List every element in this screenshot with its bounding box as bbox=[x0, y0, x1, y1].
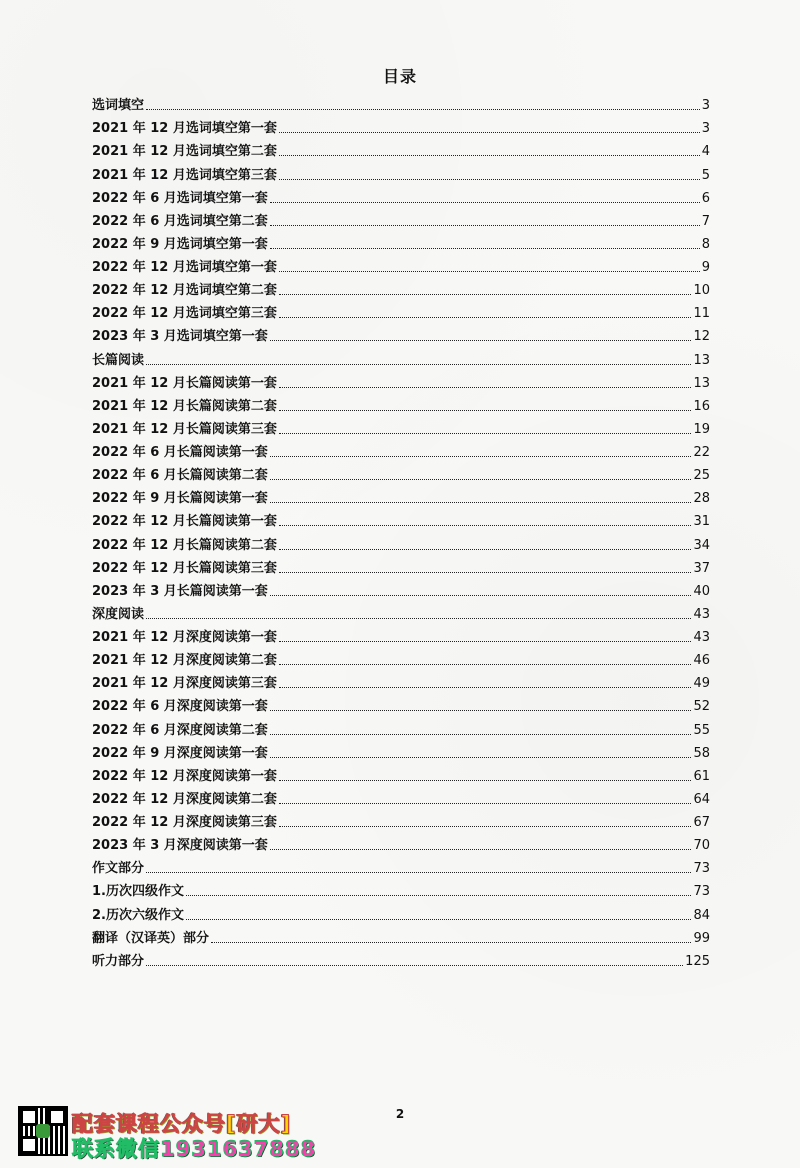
toc-entry-page: 64 bbox=[693, 791, 710, 807]
dot-leader bbox=[279, 316, 692, 318]
table-of-contents bbox=[92, 90, 710, 969]
toc-entry[interactable] bbox=[92, 899, 710, 922]
promo-line-2: 联系微信1931637888 bbox=[72, 1137, 317, 1161]
toc-entry-page: 43 bbox=[693, 630, 710, 645]
toc-entry-label: 2022 年 12 月深度阅读第三套 bbox=[92, 815, 277, 830]
dot-leader bbox=[146, 108, 700, 110]
toc-entry[interactable] bbox=[92, 668, 710, 691]
toc-entry[interactable] bbox=[92, 414, 710, 437]
dot-leader bbox=[270, 733, 692, 735]
toc-entry-label: 2022 年 12 月选词填空第二套 bbox=[92, 283, 277, 299]
toc-entry-label: 2022 年 12 月深度阅读第二套 bbox=[92, 791, 277, 807]
toc-entry-page: 99 bbox=[693, 930, 710, 946]
dot-leader bbox=[270, 201, 700, 203]
toc-entry-label: 2022 年 6 月选词填空第二套 bbox=[92, 213, 268, 229]
toc-entry-label: 2022 年 12 月选词填空第三套 bbox=[92, 306, 277, 322]
toc-entry[interactable] bbox=[92, 460, 710, 483]
dot-leader bbox=[270, 455, 692, 457]
toc-entry-label: 2022 年 12 月长篇阅读第一套 bbox=[92, 514, 277, 530]
toc-entry[interactable] bbox=[92, 252, 710, 275]
dot-leader bbox=[186, 918, 691, 920]
toc-entry[interactable] bbox=[92, 437, 710, 460]
toc-entry-label: 2021 年 12 月长篇阅读第一套 bbox=[92, 375, 277, 391]
toc-entry-label: 2021 年 12 月选词填空第一套 bbox=[92, 121, 277, 137]
toc-entry-label: 2022 年 9 月选词填空第一套 bbox=[92, 236, 268, 252]
toc-entry-page: 46 bbox=[693, 653, 710, 669]
toc-entry-page: 49 bbox=[693, 676, 710, 692]
toc-entry[interactable] bbox=[92, 622, 710, 645]
toc-entry[interactable] bbox=[92, 599, 710, 622]
toc-entry[interactable] bbox=[92, 946, 710, 969]
toc-entry-page: 4 bbox=[701, 144, 710, 160]
toc-entry[interactable] bbox=[92, 391, 710, 414]
toc-entry-page: 55 bbox=[693, 722, 710, 738]
toc-entry[interactable] bbox=[92, 529, 710, 552]
promo-line-1: 配套课程公众号[研大] bbox=[72, 1112, 292, 1136]
toc-entry-label: 听力部分 bbox=[92, 953, 145, 969]
toc-entry[interactable] bbox=[92, 483, 710, 506]
dot-leader bbox=[279, 524, 692, 526]
toc-entry-label: 选词填空 bbox=[92, 98, 145, 114]
toc-entry-page: 70 bbox=[693, 838, 710, 854]
toc-entry-label: 2022 年 6 月长篇阅读第二套 bbox=[92, 468, 268, 484]
toc-entry[interactable] bbox=[92, 553, 710, 576]
dot-leader bbox=[279, 178, 700, 180]
dot-leader bbox=[279, 663, 692, 665]
toc-entry-page: 9 bbox=[701, 260, 710, 275]
dot-leader bbox=[270, 501, 692, 503]
dot-leader bbox=[211, 941, 691, 943]
dot-leader bbox=[270, 224, 700, 226]
dot-leader bbox=[146, 871, 691, 873]
toc-entry-page: 3 bbox=[701, 121, 710, 137]
dot-leader bbox=[270, 594, 692, 596]
toc-entry[interactable] bbox=[92, 183, 710, 206]
toc-entry-page: 11 bbox=[693, 306, 710, 322]
toc-entry-page: 8 bbox=[701, 236, 710, 252]
toc-entry-label: 翻译（汉译英）部分 bbox=[92, 930, 210, 946]
toc-entry-label: 2021 年 12 月深度阅读第一套 bbox=[92, 630, 277, 645]
toc-entry[interactable] bbox=[92, 159, 710, 182]
toc-entry-label: 2.历次六级作文 bbox=[92, 907, 184, 923]
qr-code-icon bbox=[20, 1108, 66, 1154]
page-number: 2 bbox=[395, 1107, 405, 1121]
dot-leader bbox=[279, 386, 692, 388]
dot-leader bbox=[270, 848, 692, 850]
toc-entry-label: 2022 年 12 月长篇阅读第三套 bbox=[92, 560, 277, 576]
dot-leader bbox=[279, 409, 692, 411]
toc-entry-label: 2023 年 3 月深度阅读第一套 bbox=[92, 838, 268, 854]
toc-entry[interactable] bbox=[92, 645, 710, 668]
dot-leader bbox=[279, 825, 692, 827]
toc-entry[interactable] bbox=[92, 853, 710, 876]
toc-entry[interactable] bbox=[92, 113, 710, 136]
dot-leader bbox=[146, 964, 683, 966]
toc-entry[interactable] bbox=[92, 229, 710, 252]
toc-entry[interactable] bbox=[92, 298, 710, 321]
dot-leader bbox=[279, 270, 700, 272]
toc-entry[interactable] bbox=[92, 506, 710, 529]
toc-entry[interactable] bbox=[92, 136, 710, 159]
toc-entry-label: 2021 年 12 月选词填空第三套 bbox=[92, 167, 277, 183]
dot-leader bbox=[279, 640, 692, 642]
toc-entry-page: 6 bbox=[701, 190, 710, 206]
toc-entry-label: 作文部分 bbox=[92, 861, 145, 877]
toc-entry-page: 73 bbox=[693, 884, 710, 900]
toc-entry[interactable] bbox=[92, 784, 710, 807]
toc-entry-label: 2022 年 9 月深度阅读第一套 bbox=[92, 745, 268, 761]
toc-entry[interactable] bbox=[92, 738, 710, 761]
toc-entry[interactable] bbox=[92, 923, 710, 946]
dot-leader bbox=[186, 894, 691, 896]
toc-entry[interactable] bbox=[92, 206, 710, 229]
toc-entry-label: 2021 年 12 月长篇阅读第二套 bbox=[92, 398, 277, 414]
toc-entry-page: 37 bbox=[693, 560, 710, 576]
toc-entry-label: 2022 年 6 月深度阅读第一套 bbox=[92, 699, 268, 715]
toc-entry-page: 84 bbox=[693, 907, 710, 923]
toc-entry[interactable] bbox=[92, 691, 710, 714]
toc-entry-label: 2021 年 12 月长篇阅读第三套 bbox=[92, 421, 277, 437]
toc-entry-page: 25 bbox=[693, 468, 710, 484]
dot-leader bbox=[279, 154, 700, 156]
dot-leader bbox=[270, 478, 692, 480]
toc-entry-label: 2023 年 3 月长篇阅读第一套 bbox=[92, 583, 268, 599]
toc-entry-page: 28 bbox=[693, 491, 710, 507]
toc-entry-page: 34 bbox=[693, 537, 710, 553]
promo-banner bbox=[20, 1108, 320, 1160]
dot-leader bbox=[146, 363, 691, 365]
toc-entry[interactable] bbox=[92, 807, 710, 830]
toc-entry-page: 58 bbox=[693, 745, 710, 761]
dot-leader bbox=[279, 571, 692, 573]
dot-leader bbox=[270, 709, 692, 711]
toc-entry-label: 2022 年 12 月深度阅读第一套 bbox=[92, 768, 277, 784]
toc-entry-label: 2022 年 6 月长篇阅读第一套 bbox=[92, 445, 268, 460]
toc-entry-label: 1.历次四级作文 bbox=[92, 884, 184, 900]
toc-entry-page: 10 bbox=[693, 283, 710, 299]
dot-leader bbox=[279, 131, 700, 133]
toc-entry-page: 12 bbox=[693, 329, 710, 345]
toc-entry[interactable] bbox=[92, 321, 710, 344]
toc-entry-label: 2021 年 12 月选词填空第二套 bbox=[92, 144, 277, 160]
toc-title: 目录 bbox=[382, 67, 417, 86]
toc-entry-page: 19 bbox=[693, 421, 710, 437]
toc-entry[interactable] bbox=[92, 830, 710, 853]
toc-entry[interactable] bbox=[92, 368, 710, 391]
toc-entry-label: 2021 年 12 月深度阅读第三套 bbox=[92, 676, 277, 692]
toc-entry-page: 22 bbox=[693, 445, 710, 460]
toc-entry-label: 2023 年 3 月选词填空第一套 bbox=[92, 329, 268, 345]
dot-leader bbox=[270, 756, 692, 758]
dot-leader bbox=[279, 802, 692, 804]
toc-entry[interactable] bbox=[92, 876, 710, 899]
toc-entry-page: 16 bbox=[693, 398, 710, 414]
toc-entry-page: 52 bbox=[693, 699, 710, 715]
toc-entry-label: 深度阅读 bbox=[92, 606, 145, 622]
toc-entry[interactable] bbox=[92, 576, 710, 599]
toc-entry-label: 长篇阅读 bbox=[92, 352, 145, 368]
toc-entry-label: 2022 年 9 月长篇阅读第一套 bbox=[92, 491, 268, 507]
dot-leader bbox=[279, 293, 692, 295]
toc-entry-label: 2022 年 6 月选词填空第一套 bbox=[92, 190, 268, 206]
dot-leader bbox=[279, 548, 692, 550]
toc-entry-page: 67 bbox=[693, 815, 710, 830]
toc-entry-page: 73 bbox=[693, 861, 710, 877]
toc-entry-label: 2021 年 12 月深度阅读第二套 bbox=[92, 653, 277, 669]
toc-entry-page: 31 bbox=[693, 514, 710, 530]
toc-entry[interactable] bbox=[92, 761, 710, 784]
toc-entry-label: 2022 年 6 月深度阅读第二套 bbox=[92, 722, 268, 738]
toc-entry-page: 3 bbox=[701, 98, 710, 114]
toc-entry-page: 125 bbox=[685, 953, 710, 969]
dot-leader bbox=[270, 247, 700, 249]
dot-leader bbox=[279, 779, 692, 781]
dot-leader bbox=[279, 686, 692, 688]
toc-entry-page: 7 bbox=[701, 213, 710, 229]
toc-entry[interactable] bbox=[92, 275, 710, 298]
toc-entry[interactable] bbox=[92, 90, 710, 113]
toc-entry-page: 61 bbox=[693, 768, 710, 784]
toc-entry-label: 2022 年 12 月选词填空第一套 bbox=[92, 260, 277, 275]
toc-entry-page: 40 bbox=[693, 583, 710, 599]
toc-entry-page: 13 bbox=[693, 352, 710, 368]
toc-entry[interactable] bbox=[92, 344, 710, 367]
toc-entry[interactable] bbox=[92, 714, 710, 737]
toc-entry-label: 2022 年 12 月长篇阅读第二套 bbox=[92, 537, 277, 553]
toc-entry-page: 43 bbox=[693, 606, 710, 622]
toc-entry-page: 13 bbox=[693, 375, 710, 391]
dot-leader bbox=[279, 432, 692, 434]
toc-entry-page: 5 bbox=[701, 167, 710, 183]
dot-leader bbox=[270, 339, 692, 341]
dot-leader bbox=[146, 617, 691, 619]
